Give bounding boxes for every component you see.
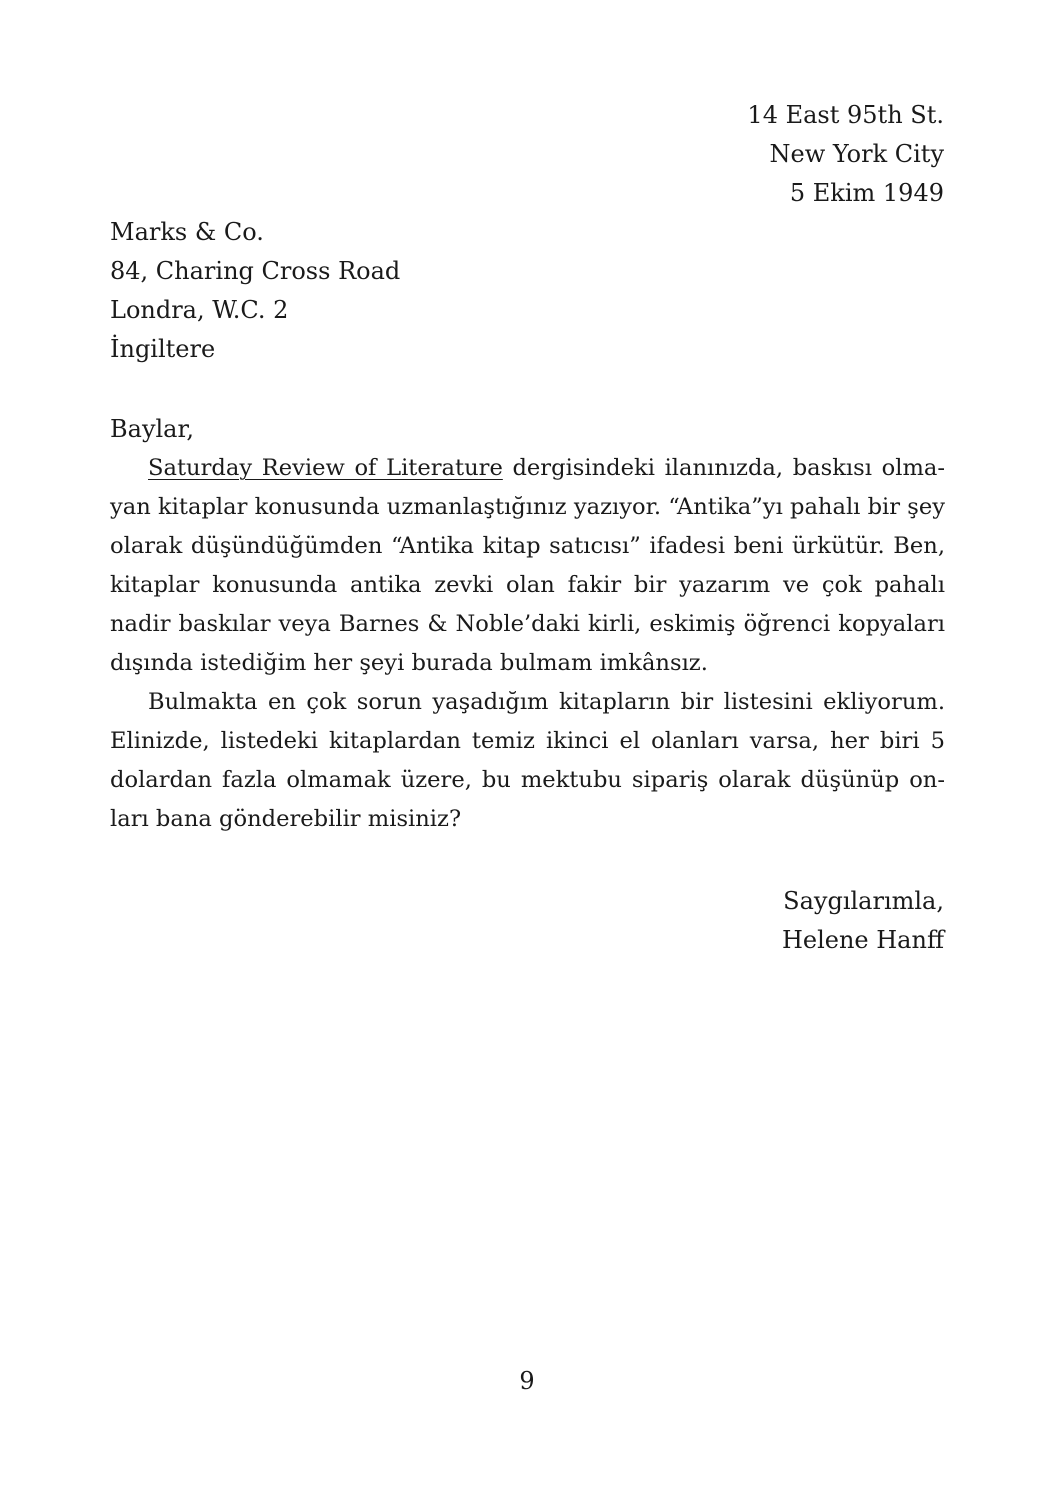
recipient-street: 84, Charing Cross Road	[110, 257, 401, 285]
recipient-country: İngiltere	[110, 335, 216, 363]
letter-date: 5 Ekim 1949	[789, 179, 944, 207]
paragraph-2: Bulmakta en çok sorun yaşadığım kitapların bir listesini ekliyorum. Elinizde, listedeki kitaplardan temiz ikinci el olanları varsa, her biri 5 dolardan fazla olmamak üzere, bu mektubu sipariş olarak düşünüp onları bana gönderebilir misiniz?	[110, 689, 945, 832]
closing-block	[782, 882, 944, 960]
recipient-name: Marks & Co.	[110, 218, 264, 246]
salutation: Baylar,	[110, 415, 194, 443]
recipient-city: Londra, W.C. 2	[110, 296, 289, 324]
sender-city: New York City	[769, 140, 944, 168]
page-number: 9	[519, 1367, 535, 1395]
recipient-address	[110, 213, 400, 369]
sender-street: 14 East 95th St.	[747, 101, 944, 129]
sender-address	[747, 96, 944, 213]
paragraph-1	[110, 449, 945, 683]
paragraph-1-text: dergisindeki ilanınızda, baskısı olmayan kitaplar konusunda uzmanlaştığınız yazıyor. “Antika”yı pahalı bir şey olarak düşündüğümden “Antika kitap satıcısı” ifadesi beni ürkütür. Ben, kitaplar konusunda antika zevki olan fakir bir yazarım ve çok pahalı nadir baskılar veya Barnes & Noble’daki kirli, eskimiş öğrenci kopyaları dışında istediğim her şeyi burada bulmam imkânsız.	[110, 455, 945, 676]
closing: Saygılarımla,	[783, 887, 944, 915]
letter-body	[110, 449, 945, 839]
signature: Helene Hanff	[781, 926, 944, 954]
publication-title: Saturday Review of Literature	[148, 455, 503, 481]
